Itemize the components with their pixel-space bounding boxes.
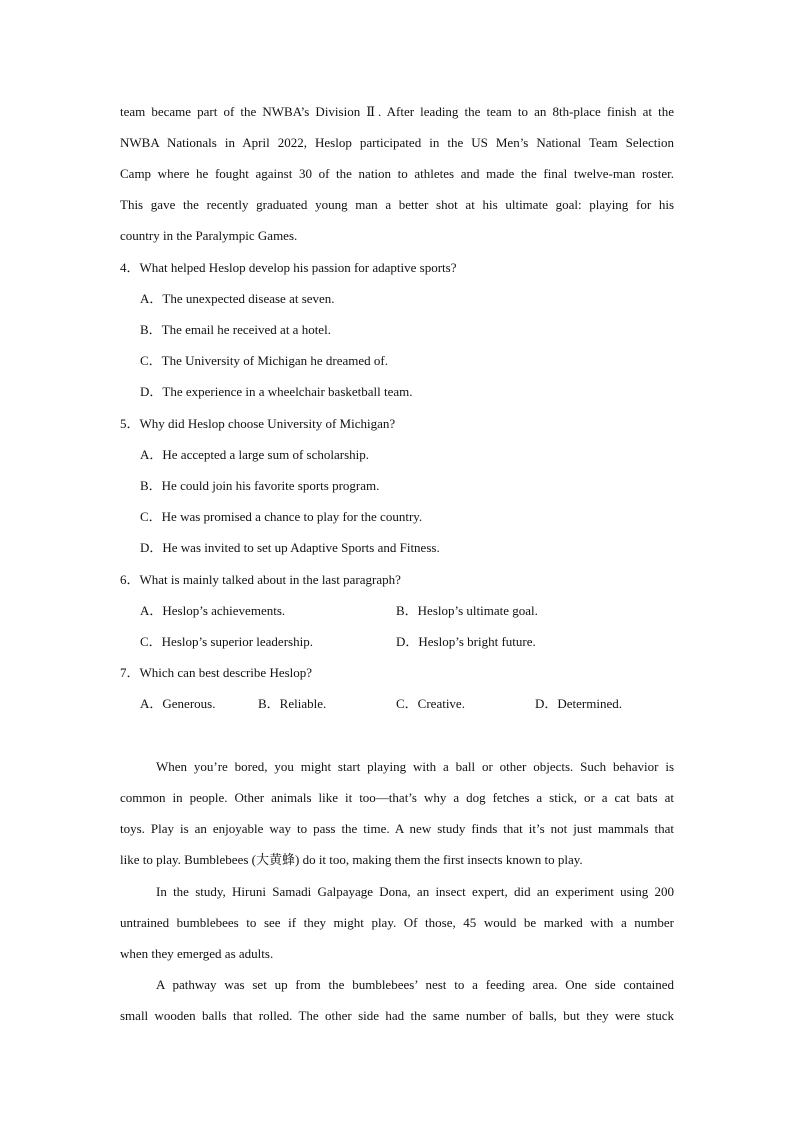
passage-line: Camp where he fought against 30 of the nation to athletes and made the final twelve-man roster. xyxy=(120,166,674,181)
option-7c: C．Creative. xyxy=(396,696,465,711)
option-4c: C．The University of Michigan he dreamed of. xyxy=(140,353,389,368)
passage-line: when they emerged as adults. xyxy=(120,946,274,961)
option-5b: B．He could join his favorite sports program. xyxy=(140,478,380,493)
question-stem-4: 4．What helped Heslop develop his passion for adaptive sports? xyxy=(120,260,457,275)
question-stem-5: 5．Why did Heslop choose University of Michigan? xyxy=(120,416,396,431)
passage-line: untrained bumblebees to see if they might play. Of those, 45 would be marked with a number xyxy=(120,915,674,930)
passage-line: country in the Paralympic Games. xyxy=(120,228,298,243)
option-5a: A．He accepted a large sum of scholarship. xyxy=(140,447,369,462)
option-4a: A．The unexpected disease at seven. xyxy=(140,291,335,306)
option-5d: D．He was invited to set up Adaptive Sports and Fitness. xyxy=(140,540,440,555)
option-7b: B．Reliable. xyxy=(258,696,327,711)
passage-line: common in people. Other animals like it too—that’s why a dog fetches a stick, or a cat bats at xyxy=(120,790,674,805)
passage-line: team became part of the NWBA’s Division Ⅱ. After leading the team to an 8th-place finish at the xyxy=(120,104,674,119)
option-4d: D．The experience in a wheelchair basketball team. xyxy=(140,384,413,399)
passage-line: like to play. Bumblebees (大黄蜂) do it too, making them the first insects known to play. xyxy=(120,852,583,867)
option-6d: D．Heslop’s bright future. xyxy=(396,634,536,649)
passage-line: NWBA Nationals in April 2022, Heslop participated in the US Men’s National Team Selection xyxy=(120,135,674,150)
question-stem-7: 7．Which can best describe Heslop? xyxy=(120,665,313,680)
passage-line: small wooden balls that rolled. The other side had the same number of balls, but they were stuck xyxy=(120,1008,674,1023)
passage-line: A pathway was set up from the bumblebees’ nest to a feeding area. One side contained xyxy=(156,977,674,992)
option-5c: C．He was promised a chance to play for the country. xyxy=(140,509,423,524)
option-6b: B．Heslop’s ultimate goal. xyxy=(396,603,538,618)
passage-line: When you’re bored, you might start playing with a ball or other objects. Such behavior is xyxy=(156,759,674,774)
option-4b: B．The email he received at a hotel. xyxy=(140,322,331,337)
passage-line: This gave the recently graduated young man a better shot at his ultimate goal: playing for his xyxy=(120,197,674,212)
passage-line: In the study, Hiruni Samadi Galpayage Dona, an insect expert, did an experiment using 200 xyxy=(156,884,674,899)
question-stem-6: 6．What is mainly talked about in the last paragraph? xyxy=(120,572,401,587)
passage-line: toys. Play is an enjoyable way to pass the time. A new study finds that it’s not just mammals that xyxy=(120,821,674,836)
option-7a: A．Generous. xyxy=(140,696,216,711)
option-6c: C．Heslop’s superior leadership. xyxy=(140,634,313,649)
option-7d: D．Determined. xyxy=(535,696,623,711)
option-6a: A．Heslop’s achievements. xyxy=(140,603,286,618)
